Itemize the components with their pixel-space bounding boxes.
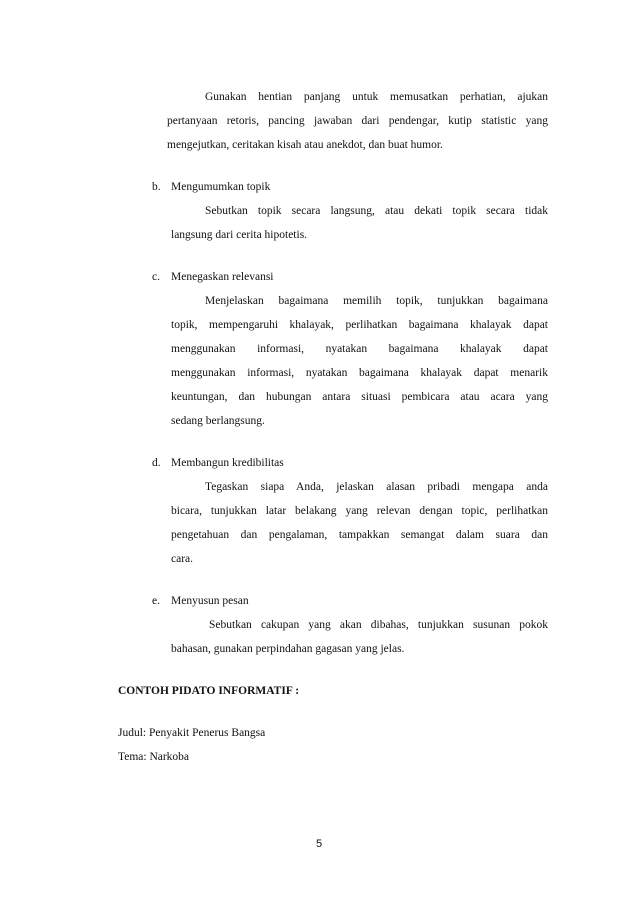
item-e-heading: Menyusun pesan bbox=[171, 595, 249, 607]
item-d-line-4: cara. bbox=[171, 553, 194, 565]
item-b-heading: Mengumumkan topik bbox=[171, 181, 271, 193]
item-d-heading: Membangun kredibilitas bbox=[171, 457, 284, 469]
item-c-line-5: keuntungan, dan hubungan antara situasi pembicara atau acara yang bbox=[171, 391, 548, 403]
section-title: CONTOH PIDATO INFORMATIF : bbox=[118, 685, 300, 697]
item-b-line-2: langsung dari cerita hipotetis. bbox=[171, 229, 308, 241]
judul-line: Judul: Penyakit Penerus Bangsa bbox=[118, 727, 266, 739]
item-c-line-4: menggunakan informasi, nyatakan bagaimana khalayak dapat menarik bbox=[171, 367, 548, 379]
item-d-line-1: Tegaskan siapa Anda, jelaskan alasan pribadi mengapa anda bbox=[205, 481, 548, 493]
intro-line-2: pertanyaan retoris, pancing jawaban dari pendengar, kutip statistic yang bbox=[167, 115, 548, 127]
item-c-heading: Menegaskan relevansi bbox=[171, 271, 274, 283]
item-d-line-2: bicara, tunjukkan latar belakang yang relevan dengan topic, perlihatkan bbox=[171, 505, 548, 517]
item-e-line-1: Sebutkan cakupan yang akan dibahas, tunjukkan susunan pokok bbox=[209, 619, 548, 631]
item-b-marker: b. bbox=[152, 181, 161, 193]
item-d-marker: d. bbox=[152, 457, 161, 469]
item-b-line-1: Sebutkan topik secara langsung, atau dekati topik secara tidak bbox=[205, 205, 548, 217]
item-e-line-2: bahasan, gunakan perpindahan gagasan yang jelas. bbox=[171, 643, 405, 655]
item-d-line-3: pengetahuan dan pengalaman, tampakkan semangat dalam suara dan bbox=[171, 529, 548, 541]
page-number: 5 bbox=[315, 838, 323, 850]
item-c-line-6: sedang berlangsung. bbox=[171, 415, 265, 427]
intro-line-1: Gunakan hentian panjang untuk memusatkan perhatian, ajukan bbox=[205, 91, 548, 103]
intro-line-3: mengejutkan, ceritakan kisah atau anekdot, dan buat humor. bbox=[167, 139, 443, 151]
item-c-marker: c. bbox=[152, 271, 160, 283]
item-e-marker: e. bbox=[152, 595, 160, 607]
item-c-line-1: Menjelaskan bagaimana memilih topik, tunjukkan bagaimana bbox=[205, 295, 548, 307]
tema-line: Tema: Narkoba bbox=[118, 751, 190, 763]
item-c-line-3: menggunakan informasi, nyatakan bagaimana khalayak dapat bbox=[171, 343, 548, 355]
item-c-line-2: topik, mempengaruhi khalayak, perlihatkan bagaimana khalayak dapat bbox=[171, 319, 548, 331]
